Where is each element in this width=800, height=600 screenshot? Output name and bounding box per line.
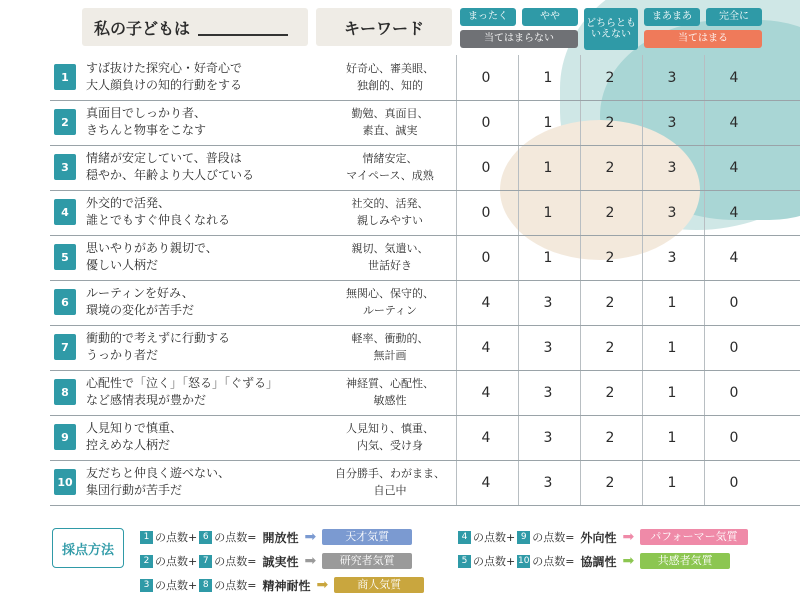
plus-sign: + bbox=[188, 578, 198, 592]
question-line-2: きちんと物事をこなす bbox=[86, 123, 207, 137]
score-option[interactable]: 3 bbox=[543, 474, 553, 491]
score-option[interactable]: 2 bbox=[605, 294, 615, 311]
keyword-line-2: 内気、受け身 bbox=[357, 439, 423, 452]
table-row bbox=[50, 145, 800, 191]
question-keywords bbox=[322, 60, 458, 94]
plus-sign: + bbox=[506, 554, 516, 568]
question-keywords bbox=[322, 330, 458, 364]
score-option[interactable]: 0 bbox=[481, 159, 491, 176]
keyword-line-1: 神経質、心配性、 bbox=[346, 377, 434, 390]
question-text bbox=[86, 195, 316, 229]
formula-5 bbox=[456, 552, 730, 570]
question-line-2: 集団行動が苦手だ bbox=[86, 483, 183, 497]
equals-sign: = bbox=[247, 554, 257, 568]
question-line-2: 優しい人柄だ bbox=[86, 258, 159, 272]
formula-4 bbox=[456, 528, 748, 546]
arrow-right-icon: ➡ bbox=[304, 553, 317, 569]
formula-2 bbox=[138, 552, 412, 570]
type-tag: 共感者気質 bbox=[640, 553, 730, 569]
question-keywords bbox=[322, 420, 458, 454]
score-option[interactable]: 3 bbox=[543, 294, 553, 311]
question-keywords bbox=[322, 195, 458, 229]
score-option[interactable]: 1 bbox=[543, 204, 553, 221]
score-option[interactable]: 4 bbox=[481, 429, 491, 446]
score-option[interactable]: 2 bbox=[605, 159, 615, 176]
question-line-1: 心配性で「泣く」「怒る」「ぐずる」 bbox=[86, 376, 279, 390]
score-option[interactable]: 2 bbox=[605, 69, 615, 86]
score-option[interactable]: 1 bbox=[543, 114, 553, 131]
keyword-line-2: 自己中 bbox=[373, 484, 407, 497]
score-option[interactable]: 2 bbox=[605, 429, 615, 446]
points-word: の点数 bbox=[473, 531, 506, 544]
keyword-line-1: 勤勉、真面目、 bbox=[351, 107, 429, 120]
name-blank bbox=[198, 18, 288, 36]
points-word: の点数 bbox=[214, 531, 248, 544]
question-line-1: ルーティンを好み、 bbox=[86, 286, 194, 300]
keyword-line-2: ルーティン bbox=[362, 304, 418, 317]
question-text bbox=[86, 150, 316, 184]
score-option[interactable]: 0 bbox=[729, 384, 739, 401]
table-row bbox=[50, 460, 800, 506]
type-tag: 研究者気質 bbox=[322, 553, 412, 569]
score-option[interactable]: 1 bbox=[543, 249, 553, 266]
plus-sign: + bbox=[188, 554, 198, 568]
score-option[interactable]: 2 bbox=[605, 474, 615, 491]
keyword-line-1: 情緒安定、 bbox=[362, 152, 418, 165]
type-tag: 商人気質 bbox=[334, 577, 424, 593]
question-keywords bbox=[322, 240, 458, 274]
score-option[interactable]: 0 bbox=[729, 294, 739, 311]
question-line-1: すば抜けた探究心・好奇心で bbox=[86, 61, 243, 75]
question-text bbox=[86, 240, 316, 274]
score-option[interactable]: 2 bbox=[605, 204, 615, 221]
points-word: の点数 bbox=[155, 579, 188, 592]
arrow-right-icon: ➡ bbox=[622, 529, 635, 545]
question-line-2: 環境の変化が苦手だ bbox=[86, 303, 195, 317]
score-option[interactable]: 0 bbox=[481, 114, 491, 131]
score-option[interactable]: 4 bbox=[729, 114, 739, 131]
score-option[interactable]: 3 bbox=[543, 339, 553, 356]
score-option[interactable]: 3 bbox=[667, 159, 677, 176]
score-option[interactable]: 4 bbox=[481, 474, 491, 491]
scale-bottom-left: 当てはまらない bbox=[460, 30, 578, 48]
question-keywords bbox=[322, 285, 458, 319]
score-option[interactable]: 4 bbox=[481, 384, 491, 401]
formula-1 bbox=[138, 528, 412, 546]
type-tag: パフォーマー気質 bbox=[640, 529, 747, 545]
scoring-method-label: 採点方法 bbox=[52, 528, 124, 568]
item-number: 8 bbox=[199, 579, 212, 592]
table-row bbox=[50, 190, 800, 236]
header-keyword: キーワード bbox=[316, 8, 452, 46]
keyword-line-1: 親切、気遣い、 bbox=[351, 242, 429, 255]
question-text bbox=[86, 375, 316, 409]
question-number: 3 bbox=[54, 154, 76, 180]
table-row bbox=[50, 55, 800, 101]
score-option[interactable]: 4 bbox=[729, 249, 739, 266]
score-option[interactable]: 3 bbox=[543, 429, 553, 446]
score-option[interactable]: 4 bbox=[729, 204, 739, 221]
keyword-line-2: 世話好き bbox=[368, 259, 412, 272]
trait-name: 誠実性 bbox=[262, 554, 299, 569]
score-option[interactable]: 3 bbox=[667, 69, 677, 86]
keyword-line-2: 素直、誠実 bbox=[362, 124, 418, 137]
score-option[interactable]: 4 bbox=[481, 294, 491, 311]
score-option[interactable]: 3 bbox=[543, 384, 553, 401]
trait-name: 精神耐性 bbox=[262, 578, 311, 593]
question-number: 4 bbox=[54, 199, 76, 225]
question-text bbox=[86, 330, 316, 364]
table-row bbox=[50, 370, 800, 416]
keyword-line-1: 社交的、活発、 bbox=[351, 197, 429, 210]
question-text bbox=[86, 465, 316, 499]
equals-sign: = bbox=[247, 578, 257, 592]
header-title bbox=[82, 8, 308, 46]
scale-label-1: やや bbox=[522, 8, 578, 26]
trait-name: 開放性 bbox=[262, 530, 299, 545]
item-number: 3 bbox=[140, 579, 153, 592]
question-keywords bbox=[322, 465, 458, 499]
question-keywords bbox=[322, 150, 458, 184]
score-option[interactable]: 2 bbox=[605, 114, 615, 131]
question-number: 9 bbox=[54, 424, 76, 450]
keyword-line-2: 親しみやすい bbox=[357, 214, 423, 227]
points-word: の点数 bbox=[155, 555, 188, 568]
question-line-1: 衝動的で考えずに行動する bbox=[86, 331, 231, 345]
question-text bbox=[86, 60, 316, 94]
question-keywords bbox=[322, 105, 458, 139]
question-number: 8 bbox=[54, 379, 76, 405]
points-word: の点数 bbox=[473, 555, 506, 568]
question-line-2: うっかり者だ bbox=[86, 348, 159, 362]
score-option[interactable]: 0 bbox=[481, 204, 491, 221]
scoring-method bbox=[52, 528, 132, 566]
points-word: の点数 bbox=[155, 531, 188, 544]
question-line-1: 真面目でしっかり者、 bbox=[86, 106, 207, 120]
question-number: 10 bbox=[54, 469, 76, 495]
question-line-1: 人見知りで慎重、 bbox=[86, 421, 183, 435]
question-line-1: 友だちと仲良く遊べない、 bbox=[86, 466, 231, 480]
question-line-2: 大人顔負けの知的行動をする bbox=[86, 78, 243, 92]
question-line-1: 外交的で活発、 bbox=[86, 196, 171, 210]
keyword-line-1: 無関心、保守的、 bbox=[346, 287, 434, 300]
score-option[interactable]: 1 bbox=[667, 294, 677, 311]
points-word: の点数 bbox=[214, 579, 248, 592]
score-option[interactable]: 0 bbox=[481, 69, 491, 86]
score-option[interactable]: 3 bbox=[667, 204, 677, 221]
score-option[interactable]: 1 bbox=[667, 339, 677, 356]
points-word: の点数 bbox=[214, 555, 248, 568]
item-number: 4 bbox=[458, 531, 471, 544]
scale-label-0: まったく bbox=[460, 8, 516, 26]
keyword-line-1: 軽率、衝動的、 bbox=[351, 332, 429, 345]
score-option[interactable]: 3 bbox=[667, 114, 677, 131]
scale-label-3: まあまあ bbox=[644, 8, 700, 26]
item-number: 5 bbox=[458, 555, 471, 568]
trait-name: 協調性 bbox=[580, 554, 617, 569]
score-option[interactable]: 0 bbox=[729, 474, 739, 491]
score-option[interactable]: 1 bbox=[667, 384, 677, 401]
scale-label-2: どちらとも いえない bbox=[584, 8, 638, 50]
keyword-line-2: 無計画 bbox=[373, 349, 407, 362]
keyword-line-2: マイペース、成熟 bbox=[346, 169, 434, 182]
score-option[interactable]: 2 bbox=[605, 339, 615, 356]
question-line-2: など感情表現が豊かだ bbox=[86, 393, 207, 407]
question-line-2: 誰とでもすぐ仲良くなれる bbox=[86, 213, 231, 227]
item-number: 7 bbox=[199, 555, 212, 568]
keyword-line-1: 自分勝手、わがまま、 bbox=[335, 467, 445, 480]
table-row bbox=[50, 415, 800, 461]
table-row bbox=[50, 100, 800, 146]
question-text bbox=[86, 285, 316, 319]
question-number: 1 bbox=[54, 64, 76, 90]
plus-sign: + bbox=[188, 530, 198, 544]
points-word: の点数 bbox=[532, 555, 566, 568]
header-title-text: 私の子どもは bbox=[94, 18, 191, 38]
score-option[interactable]: 4 bbox=[729, 159, 739, 176]
plus-sign: + bbox=[506, 530, 516, 544]
score-option[interactable]: 4 bbox=[729, 69, 739, 86]
arrow-right-icon: ➡ bbox=[622, 553, 635, 569]
points-word: の点数 bbox=[532, 531, 566, 544]
table-row bbox=[50, 280, 800, 326]
table-row bbox=[50, 235, 800, 281]
formula-3 bbox=[138, 576, 424, 594]
type-tag: 天才気質 bbox=[322, 529, 412, 545]
question-number: 7 bbox=[54, 334, 76, 360]
keyword-line-2: 独創的、知的 bbox=[357, 79, 423, 92]
question-line-1: 思いやりがあり親切で、 bbox=[86, 241, 218, 255]
question-text bbox=[86, 105, 316, 139]
score-option[interactable]: 1 bbox=[667, 429, 677, 446]
score-option[interactable]: 2 bbox=[605, 384, 615, 401]
score-option[interactable]: 3 bbox=[667, 249, 677, 266]
score-option[interactable]: 1 bbox=[543, 69, 553, 86]
question-keywords bbox=[322, 375, 458, 409]
item-number: 6 bbox=[199, 531, 212, 544]
question-line-2: 控えめな人柄だ bbox=[86, 438, 171, 452]
arrow-right-icon: ➡ bbox=[316, 577, 329, 593]
scale-bottom-right: 当てはまる bbox=[644, 30, 762, 48]
question-line-1: 情緒が安定していて、普段は bbox=[86, 151, 242, 165]
question-number: 6 bbox=[54, 289, 76, 315]
item-number: 9 bbox=[517, 531, 530, 544]
question-text bbox=[86, 420, 316, 454]
arrow-right-icon: ➡ bbox=[304, 529, 317, 545]
keyword-line-2: 敏感性 bbox=[373, 394, 407, 407]
score-option[interactable]: 0 bbox=[729, 339, 739, 356]
equals-sign: = bbox=[565, 530, 575, 544]
score-option[interactable]: 4 bbox=[481, 339, 491, 356]
score-option[interactable]: 0 bbox=[481, 249, 491, 266]
question-line-2: 穏やか、年齢より大人びている bbox=[86, 168, 255, 182]
score-option[interactable]: 2 bbox=[605, 249, 615, 266]
item-number: 1 bbox=[140, 531, 153, 544]
score-option[interactable]: 0 bbox=[729, 429, 739, 446]
equals-sign: = bbox=[247, 530, 257, 544]
question-number: 5 bbox=[54, 244, 76, 270]
table-row bbox=[50, 325, 800, 371]
keyword-line-1: 好奇心、審美眼、 bbox=[346, 62, 434, 75]
score-option[interactable]: 1 bbox=[543, 159, 553, 176]
score-option[interactable]: 1 bbox=[667, 474, 677, 491]
item-number: 10 bbox=[517, 555, 530, 566]
trait-name: 外向性 bbox=[580, 530, 617, 545]
question-number: 2 bbox=[54, 109, 76, 135]
item-number: 2 bbox=[140, 555, 153, 568]
scale-label-4: 完全に bbox=[706, 8, 762, 26]
keyword-line-1: 人見知り、慎重、 bbox=[346, 422, 434, 435]
equals-sign: = bbox=[565, 554, 575, 568]
